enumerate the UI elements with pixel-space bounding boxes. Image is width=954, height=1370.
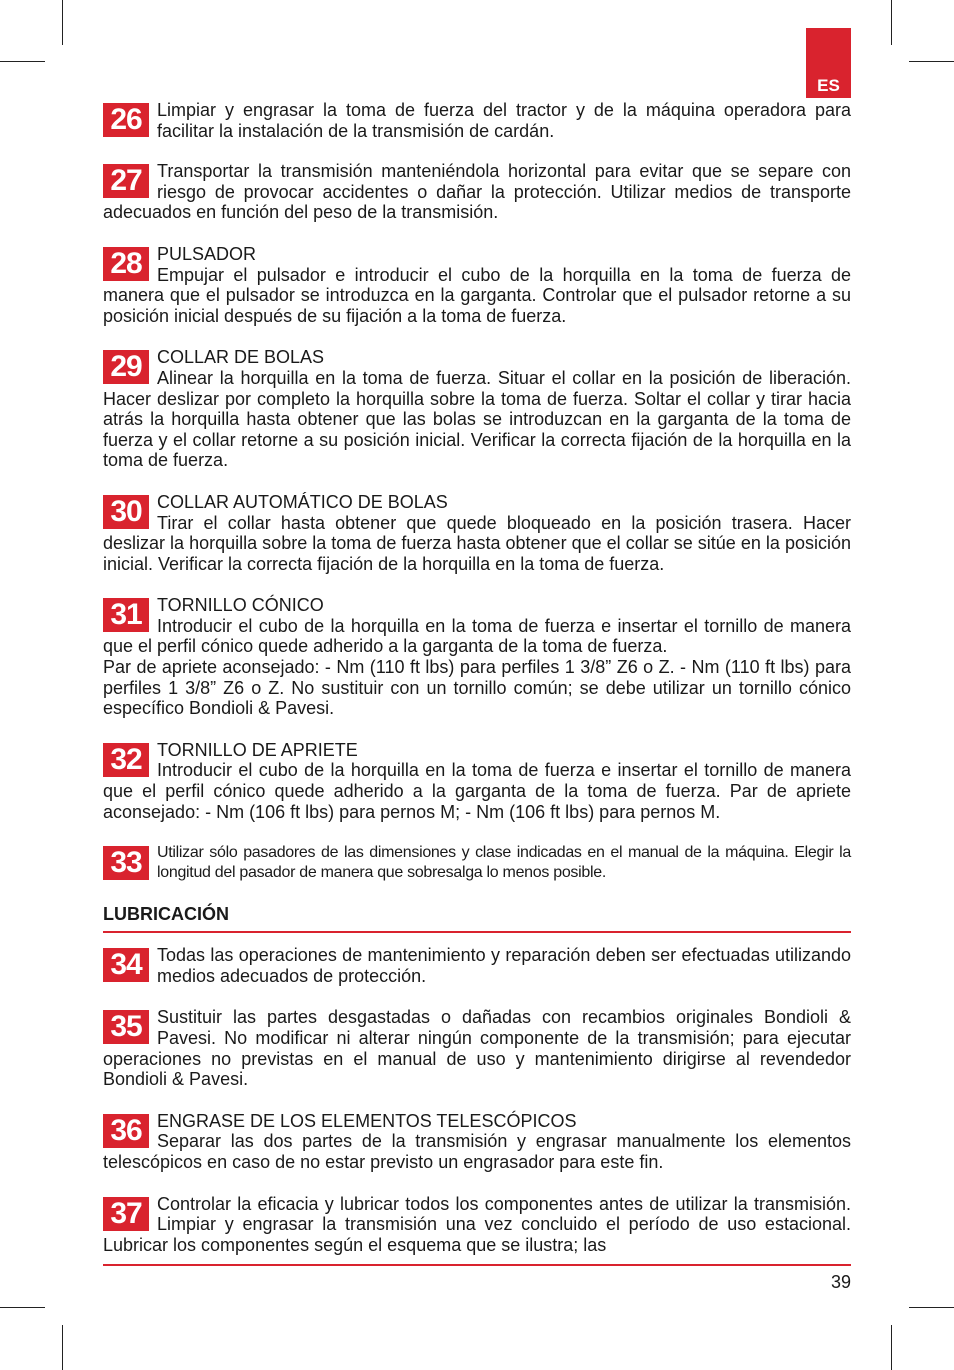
step-number: 26	[103, 103, 149, 137]
step-heading: ENGRASE DE LOS ELEMENTOS TELESCÓPICOS	[157, 1110, 577, 1131]
step-text: Separar las dos partes de la transmisión y engrasar manualmente los elementos telescópicos en caso de no estar previsto un engrasador para este fin.	[103, 1131, 851, 1172]
crop-mark	[62, 1325, 63, 1370]
instruction-35	[103, 1007, 851, 1089]
step-number: 29	[103, 350, 149, 384]
instruction-37	[103, 1194, 851, 1256]
step-text: Limpiar y engrasar la toma de fuerza del tractor y de la máquina operadora para facilitar la instalación de la transmisión de cardán.	[157, 100, 851, 141]
step-number: 37	[103, 1197, 149, 1231]
step-text: Introducir el cubo de la horquilla en la toma de fuerza e insertar el tornillo de manera que el perfil cónico quede adherido a la garganta de la toma de fuerza. Par de apriete aconsejado: - Nm (106 ft lbs) para pernos M; - Nm (106 ft lbs) para pernos M.	[103, 760, 851, 822]
step-heading: TORNILLO CÓNICO	[157, 595, 324, 616]
crop-mark	[909, 1307, 954, 1308]
instruction-32	[103, 740, 851, 822]
crop-mark	[0, 1307, 45, 1308]
instruction-33	[103, 843, 851, 883]
torque-note: Par de apriete aconsejado: - Nm (110 ft lbs) para perfiles 1 3/8” Z6 o Z. - Nm (110 ft lbs) para perfiles 1 3/8” Z6 o Z. No sustituir con un tornillo común; se debe utilizar un tornillo cónico específico Bondioli & Pavesi.	[103, 657, 851, 719]
crop-mark	[891, 0, 892, 45]
step-number: 32	[103, 743, 149, 777]
step-text: Introducir el cubo de la horquilla en la toma de fuerza e insertar el tornillo de manera que el perfil cónico quede adherido a la garganta de la toma de fuerza.	[103, 615, 851, 657]
crop-mark	[891, 1325, 892, 1370]
step-number: 28	[103, 247, 149, 281]
step-text: Todas las operaciones de mantenimiento y reparación deben ser efectuadas utilizando medios adecuados de protección.	[157, 945, 851, 986]
step-heading: PULSADOR	[157, 243, 257, 264]
step-heading: TORNILLO DE APRIETE	[157, 739, 358, 760]
step-text: Controlar la eficacia y lubricar todos los componentes antes de utilizar la transmisión. Limpiar y engrasar la transmisión una vez concluido el período de uso estacional. Lubricar los componentes según el esquema que se ilustra; las	[103, 1193, 851, 1255]
step-text: Utilizar sólo pasadores de las dimensiones y clase indicadas en el manual de la máquina. Elegir la longitud del pasador de manera que sobresalga lo menos posible.	[157, 844, 851, 882]
step-heading: COLLAR AUTOMÁTICO DE BOLAS	[157, 491, 448, 512]
step-number: 34	[103, 948, 149, 982]
instruction-29	[103, 347, 851, 471]
step-text: Sustituir las partes desgastadas o dañadas con recambios originales Bondioli & Pavesi. No modificar ni alterar ningún componente de la transmisión; para ejecutar operaciones no previstas en el manual de uso y mantenimiento dirigirse al revendedor Bondioli & Pavesi.	[103, 1007, 851, 1090]
instruction-27	[103, 161, 851, 223]
instruction-26	[103, 100, 851, 141]
instruction-34	[103, 945, 851, 986]
instruction-36	[103, 1111, 851, 1173]
footer-rule	[103, 1264, 851, 1266]
crop-mark	[909, 61, 954, 62]
step-text: Empujar el pulsador e introducir el cubo de la horquilla en la toma de fuerza de manera que el pulsador se introduzca en la garganta. Controlar que el pulsador retorne a su posición inicial después de su fijación a la toma de fuerza.	[103, 264, 851, 326]
page-number: 39	[830, 1272, 851, 1292]
page-content	[103, 100, 851, 1255]
crop-mark	[0, 61, 45, 62]
step-number: 35	[103, 1010, 149, 1044]
step-text: Alinear la horquilla en la toma de fuerza. Situar el collar en la posición de liberación. Hacer deslizar por completo la horquilla sobre la toma de fuerza. Soltar el collar y tirar hacia atrás la horquilla hasta obtener que las bolas se introduzcan en la garganta de la toma de fuerza y el collar retorne a su posición inicial. Verificar la correcta fijación de la horquilla en la toma de fuerza.	[103, 367, 851, 471]
step-number: 31	[103, 598, 149, 632]
instruction-28	[103, 244, 851, 326]
step-number: 27	[103, 164, 149, 198]
crop-mark	[62, 0, 63, 45]
step-heading: COLLAR DE BOLAS	[157, 347, 325, 368]
step-number: 33	[103, 846, 149, 880]
instruction-31	[103, 595, 851, 719]
language-tab: ES	[806, 28, 851, 98]
step-number: 36	[103, 1114, 149, 1148]
step-text: Transportar la transmisión manteniéndola horizontal para evitar que se separe con riesgo de provocar accidentes o dañar la protección. Utilizar medios de transporte adecuados en función del peso de la transmisión.	[103, 161, 851, 223]
step-number: 30	[103, 495, 149, 529]
instruction-30	[103, 492, 851, 574]
section-title-lubrication: LUBRICACIÓN	[103, 903, 851, 933]
step-text: Tirar el collar hasta obtener que quede bloqueado en la posición trasera. Hacer deslizar la horquilla sobre la toma de fuerza hasta obtener que el collar se sitúe en la posición inicial. Verificar la correcta fijación de la horquilla en la toma de fuerza.	[103, 512, 851, 574]
